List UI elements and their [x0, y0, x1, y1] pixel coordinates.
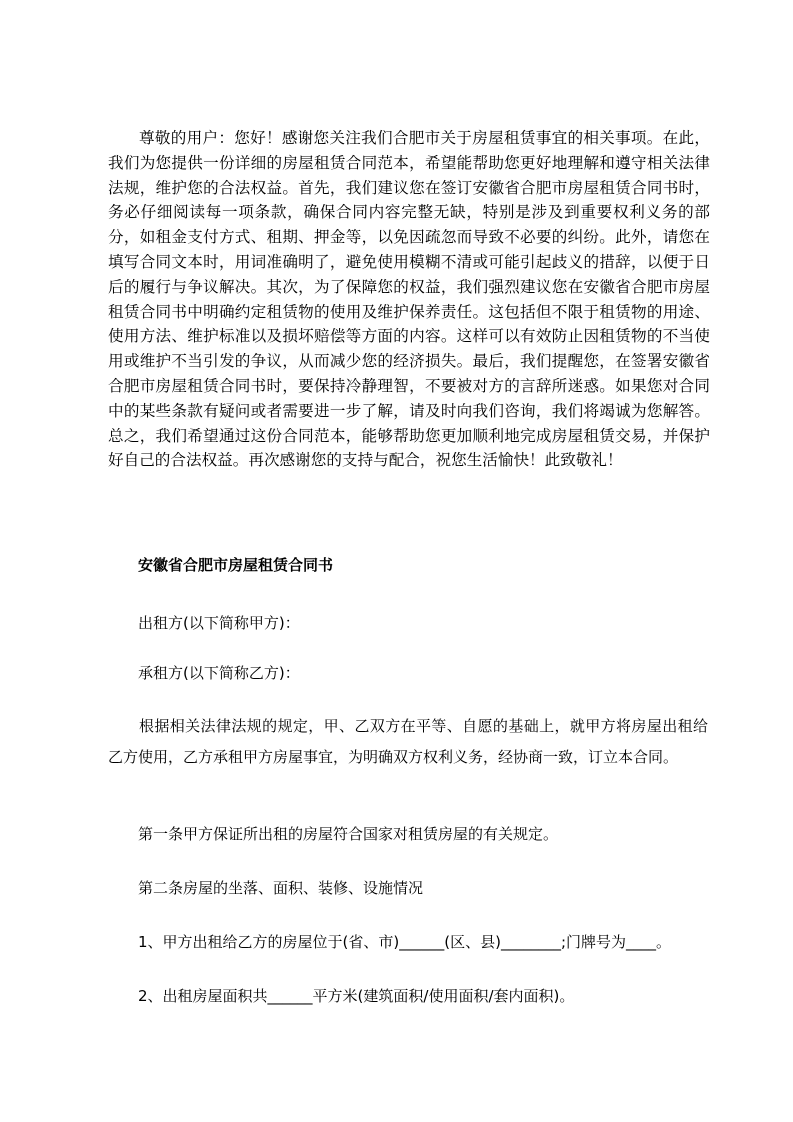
- article-1: 第一条甲方保证所出租的房屋符合国家对租赁房屋的有关规定。: [138, 825, 559, 843]
- clause-2: 2、出租房屋面积共______平方米(建筑面积/使用面积/套内面积)。: [138, 987, 575, 1005]
- clause-1: 1、甲方出租给乙方的房屋位于(省、市)______(区、县)________;门牌号为____。: [138, 933, 672, 951]
- intro-paragraph: 尊敬的用户：您好！感谢您关注我们合肥市关于房屋租赁事宜的相关事项。在此，我们为您提供一份详细的房屋租赁合同范本，希望能帮助您更好地理解和遵守相关法律法规，维护您的合法权益。首先，我们建议您在签订安徽省合肥市房屋租赁合同书时，务必仔细阅读每一项条款，确保合同内容完整无缺，特别是涉及到重要权利义务的部分，如租金支付方式、租期、押金等，以免因疏忽而导致不必要的纠纷。此外，请您在填写合同文本时，用词准确明了，避免使用模糊不清或可能引起歧义的措辞，以便于日后的履行与争议解决。其次，为了保障您的权益，我们强烈建议您在安徽省合肥市房屋租赁合同书中明确约定租赁物的使用及维护保养责任。这包括但不限于租赁物的用途、使用方法、维护标准以及损坏赔偿等方面的内容。这样可以有效防止因租赁物的不当使用或维护不当引发的争议，从而减少您的经济损失。最后，我们提醒您，在签署安徽省合肥市房屋租赁合同书时，要保持冷静理智，不要被对方的言辞所迷惑。如果您对合同中的某些条款有疑问或者需要进一步了解，请及时向我们咨询，我们将竭诚为您解答。总之，我们希望通过这份合同范本，能够帮助您更加顺利地完成房屋租赁交易，并保护好自己的合法权益。再次感谢您的支持与配合，祝您生活愉快！此致敬礼！: [108, 129, 710, 470]
- contract-title: 安徽省合肥市房屋租赁合同书: [138, 556, 334, 574]
- lessee-line: 承租方(以下简称乙方)：: [138, 664, 300, 682]
- preamble-paragraph: 根据相关法律法规的规定，甲、乙双方在平等、自愿的基础上，就甲方将房屋出租给乙方使用，乙方承租甲方房屋事宜，为明确双方权利义务，经协商一致，订立本合同。: [108, 717, 708, 766]
- lessor-line: 出租方(以下简称甲方)：: [138, 614, 300, 632]
- article-2: 第二条房屋的坐落、面积、装修、设施情况: [138, 879, 424, 897]
